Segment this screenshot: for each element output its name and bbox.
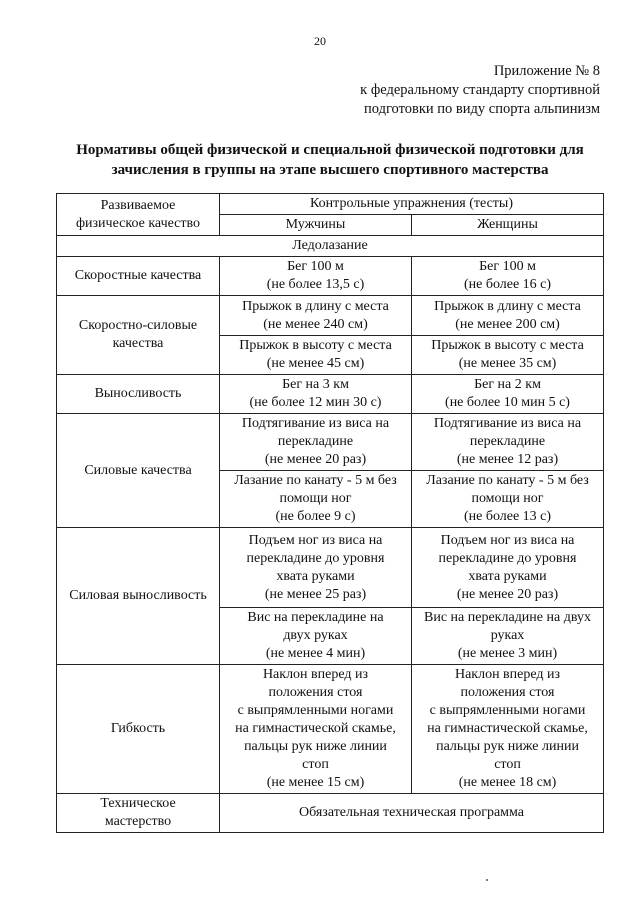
cell-line: (не менее 18 см)	[458, 775, 557, 790]
cell-line: (не менее 20 раз)	[456, 586, 559, 602]
cell-line: стоп	[302, 757, 329, 772]
cell-women	[412, 296, 604, 336]
cell-women	[412, 665, 604, 794]
appendix-line: подготовки по виду спорта альпинизм	[363, 101, 600, 117]
appendix-line: Приложение № 8	[493, 63, 600, 79]
cell-line: с выпрямленными ногами	[237, 703, 394, 718]
cell-line: перекладине до уровня	[246, 550, 385, 566]
cell-line: Прыжок в длину с места	[434, 298, 581, 314]
cell-line: хвата руками	[276, 568, 355, 584]
cell-line: Бег 100 м	[479, 259, 536, 274]
header-women: Женщины	[412, 215, 604, 236]
cell-men	[220, 336, 412, 375]
cell-line: хвата руками	[468, 568, 547, 584]
header-quality-line: Развиваемое	[100, 197, 176, 213]
quality-speed: Скоростные качества	[57, 257, 220, 296]
cell-women	[412, 608, 604, 665]
cell-line: на гимнастической скамье,	[427, 721, 588, 736]
cell-line: Наклон вперед из	[262, 667, 369, 682]
quality-strength-endurance: Силовая выносливость	[57, 528, 220, 665]
cell-line: Наклон вперед из	[454, 667, 561, 682]
cell-line: (не менее 20 раз)	[264, 452, 367, 467]
cell-line: Прыжок в длину с места	[242, 298, 389, 314]
cell-line: (не менее 35 см)	[458, 356, 557, 371]
cell-line: Прыжок в высоту с места	[431, 338, 584, 353]
cell-line: Подъем ног из виса на	[248, 532, 383, 548]
table-row	[57, 794, 604, 833]
cell-line: (не менее 240 см)	[263, 316, 368, 332]
cell-women	[412, 375, 604, 414]
cell-line: Подъем ног из виса на	[440, 532, 575, 548]
cell-line: с выпрямленными ногами	[429, 703, 586, 718]
table-row	[57, 296, 604, 336]
cell-line: Лазание по канату - 5 м без	[426, 473, 589, 488]
appendix-line: к федеральному стандарту спортивной	[360, 82, 600, 98]
cell-line: Скоростно-силовые	[78, 318, 198, 333]
cell-line: (не менее 45 см)	[266, 356, 365, 371]
cell-line: (не более 10 мин 5 с)	[445, 395, 570, 410]
section-ice-climbing: Ледолазание	[57, 236, 604, 257]
title-line: Нормативы общей физической и специальной физической подготовки для	[76, 142, 584, 158]
cell-women	[412, 528, 604, 608]
quality-flexibility: Гибкость	[57, 665, 220, 794]
cell-line: двух руках	[283, 628, 348, 643]
cell-women	[412, 336, 604, 375]
cell-line: Лазание по канату - 5 м без	[234, 473, 397, 488]
cell-line: Бег на 3 км	[282, 377, 349, 392]
quality-strength: Силовые качества	[57, 414, 220, 528]
table-row	[57, 375, 604, 414]
cell-line: Подтягивание из виса на	[241, 416, 390, 431]
cell-line: качества	[112, 336, 164, 351]
cell-line: положения стоя	[460, 685, 555, 700]
table-header-row	[57, 194, 604, 215]
cell-line: пальцы рук ниже линии	[436, 739, 579, 754]
cell-line: (не менее 3 мин)	[457, 646, 558, 661]
cell-line: (не менее 4 мин)	[265, 646, 366, 661]
header-quality-line: физическое качество	[75, 215, 201, 231]
quality-endurance: Выносливость	[57, 375, 220, 414]
cell-line: (не более 13 с)	[463, 509, 552, 524]
cell-line: перекладине	[277, 434, 354, 449]
cell-line: Подтягивание из виса на	[433, 416, 582, 431]
cell-men	[220, 296, 412, 336]
table-row	[57, 665, 604, 794]
cell-men	[220, 665, 412, 794]
cell-men	[220, 608, 412, 665]
cell-men	[220, 414, 412, 471]
cell-line: стоп	[494, 757, 521, 772]
cell-men	[220, 528, 412, 608]
cell-line: (не более 9 с)	[275, 509, 356, 524]
page-number: 20	[314, 34, 326, 48]
cell-line: положения стоя	[268, 685, 363, 700]
header-men: Мужчины	[220, 215, 412, 236]
cell-line: помощи ног	[279, 491, 352, 506]
header-quality	[57, 194, 220, 236]
cell-line: Бег на 2 км	[474, 377, 541, 392]
cell-women	[412, 414, 604, 471]
quality-technical	[57, 794, 220, 833]
cell-line: помощи ног	[471, 491, 544, 506]
standards-table	[56, 193, 604, 833]
cell-line: (не менее 12 раз)	[456, 452, 559, 467]
cell-technical-program: Обязательная техническая программа	[220, 794, 604, 833]
appendix-header	[360, 62, 600, 119]
title-line: зачисления в группы на этапе высшего спортивного мастерства	[111, 162, 549, 178]
table-row	[57, 528, 604, 608]
cell-line: (не менее 200 см)	[455, 316, 560, 332]
header-tests: Контрольные упражнения (тесты)	[220, 194, 604, 215]
cell-line: Бег 100 м	[287, 259, 344, 274]
cell-line: перекладине до уровня	[438, 550, 577, 566]
scan-speck	[486, 879, 488, 881]
document-title	[50, 140, 610, 180]
cell-line: перекладине	[469, 434, 546, 449]
cell-women	[412, 471, 604, 528]
table-row	[57, 414, 604, 471]
cell-line: Техническое	[100, 796, 176, 811]
cell-men	[220, 257, 412, 296]
cell-men	[220, 375, 412, 414]
cell-line: Прыжок в высоту с места	[239, 338, 392, 353]
cell-line: руках	[490, 628, 525, 643]
cell-line: (не более 12 мин 30 с)	[249, 395, 382, 410]
section-row	[57, 236, 604, 257]
cell-line: (не более 13,5 с)	[266, 277, 365, 292]
cell-women	[412, 257, 604, 296]
cell-line: на гимнастической скамье,	[235, 721, 396, 736]
cell-line: (не менее 15 см)	[266, 775, 365, 790]
quality-speed-strength	[57, 296, 220, 375]
cell-line: (не более 16 с)	[463, 277, 552, 292]
cell-men	[220, 471, 412, 528]
cell-line: мастерство	[104, 814, 172, 829]
table-row	[57, 257, 604, 296]
cell-line: пальцы рук ниже линии	[244, 739, 387, 754]
cell-line: Вис на перекладине на двух	[424, 610, 591, 625]
cell-line: (не менее 25 раз)	[264, 586, 367, 602]
cell-line: Вис на перекладине на	[247, 610, 384, 625]
